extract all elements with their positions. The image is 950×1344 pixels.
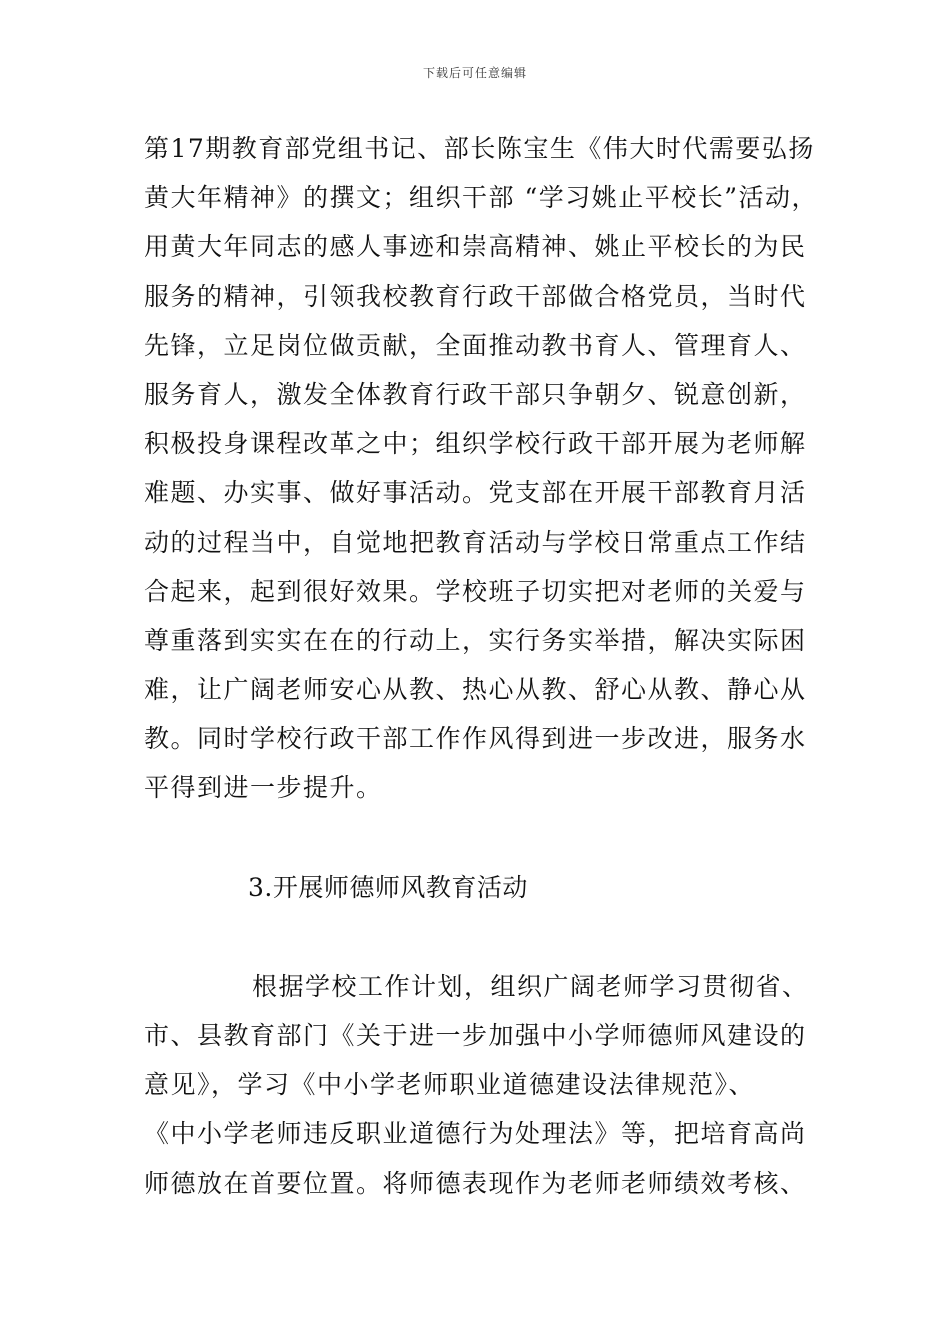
- paragraph-line: 教。同时学校行政干部工作作风得到进一步改进，服务水: [144, 724, 807, 754]
- paragraph-line: 第17期教育部党组书记、部长陈宝生《伟大时代需要弘扬: [144, 134, 815, 163]
- paragraph-line: 《中小学老师违反职业道德行为处理法》等，把培育高尚: [144, 1119, 807, 1149]
- paragraph-line: 合起来，起到很好效果。学校班子切实把对老师的关爱与: [144, 576, 807, 606]
- paragraph-line: 意见》，学习《中小学老师职业道德建设法律规范》、: [144, 1070, 756, 1100]
- paragraph-line: 尊重落到实实在在的行动上，实行务实举措，解决实际困: [144, 625, 807, 655]
- paragraph-line: 积极投身课程改革之中；组织学校行政干部开展为老师解: [144, 429, 807, 459]
- paragraph-2: [144, 962, 812, 1208]
- header-note: 下载后可任意编辑: [422, 66, 527, 80]
- paragraph-line: 平得到进一步提升。: [144, 773, 383, 803]
- paragraph-line: 难题、办实事、做好事活动。党支部在开展干部教育月活: [144, 478, 807, 508]
- paragraph-line: 用黄大年同志的感人事迹和崇高精神、姚止平校长的为民: [144, 232, 807, 262]
- paragraph-spacer: [144, 912, 812, 962]
- section-heading: 3.开展师德师风教育活动: [248, 872, 528, 902]
- paragraph-line: 黄大年精神》的撰文；组织干部 “学习姚止平校长”活动，: [144, 183, 819, 213]
- paragraph-line: 根据学校工作计划，组织广阔老师学习贯彻省、: [252, 971, 809, 1001]
- paragraph-line: 服务的精神，引领我校教育行政干部做合格党员，当时代: [144, 281, 807, 311]
- paragraph-line: 难，让广阔老师安心从教、热心从教、舒心从教、静心从: [144, 675, 807, 705]
- paragraph-line: 动的过程当中，自觉地把教育活动与学校日常重点工作结: [144, 527, 807, 557]
- paragraph-1: [144, 124, 819, 813]
- paragraph-line: 服务育人，激发全体教育行政干部只争朝夕、锐意创新，: [144, 379, 807, 409]
- paragraph-spacer: [144, 813, 812, 863]
- paragraph-line: 先锋，立足岗位做贡献，全面推动教书育人、管理育人、: [144, 330, 807, 360]
- paragraph-line: 师德放在首要位置。将师德表现作为老师老师绩效考核、: [144, 1168, 807, 1198]
- paragraph-line: 市、县教育部门《关于进一步加强中小学师德师风建设的: [144, 1021, 807, 1050]
- document-body: [144, 124, 819, 1208]
